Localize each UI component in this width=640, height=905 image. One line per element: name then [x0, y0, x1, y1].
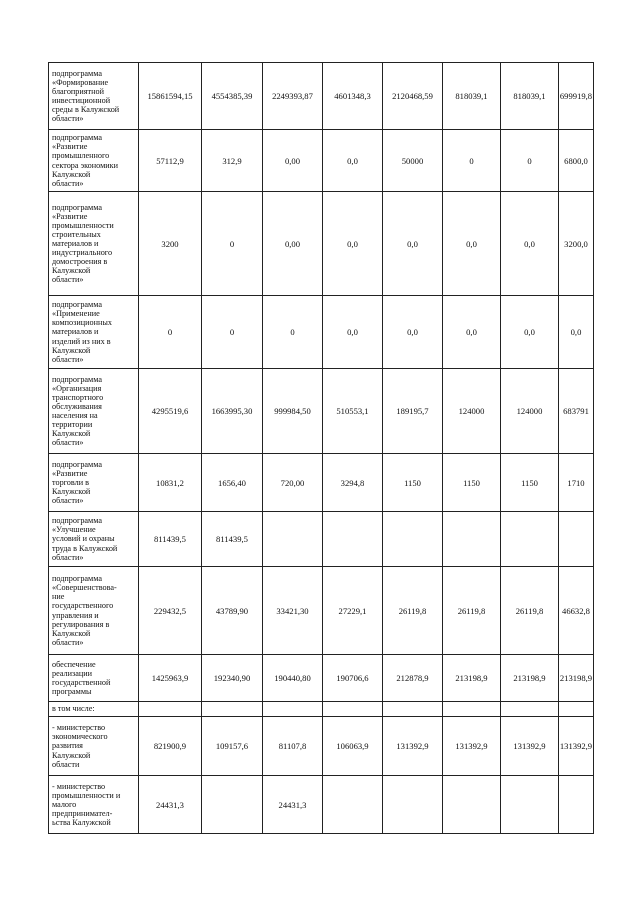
row-label-cell: [49, 512, 139, 567]
value-cell: 131392,9: [501, 717, 559, 776]
table-row: [49, 369, 594, 454]
table-row: [49, 717, 594, 776]
value-cell: 811439,5: [202, 512, 263, 567]
value-cell: 124000: [443, 369, 501, 454]
value-cell: 192340,90: [202, 655, 263, 702]
value-cell: 1150: [443, 454, 501, 512]
value-cell: 131392,9: [383, 717, 443, 776]
value-cell: 818039,1: [443, 63, 501, 130]
value-cell: 1663995,30: [202, 369, 263, 454]
value-cell: 26119,8: [501, 567, 559, 655]
table-row: [49, 296, 594, 369]
value-cell: 0,0: [323, 296, 383, 369]
value-cell: 131392,9: [443, 717, 501, 776]
value-cell: 43789,90: [202, 567, 263, 655]
table-row: [49, 63, 594, 130]
value-cell: 24431,3: [263, 776, 323, 834]
value-cell: 213198,9: [443, 655, 501, 702]
value-cell: 229432,5: [139, 567, 202, 655]
value-cell: 1150: [383, 454, 443, 512]
value-cell: 190440,80: [263, 655, 323, 702]
value-cell: 999984,50: [263, 369, 323, 454]
row-label-cell: [49, 567, 139, 655]
value-cell: 4601348,3: [323, 63, 383, 130]
value-cell: 312,9: [202, 130, 263, 192]
value-cell: 818039,1: [501, 63, 559, 130]
value-cell: 10831,2: [139, 454, 202, 512]
value-cell: 0,0: [323, 192, 383, 296]
value-cell: 0,0: [323, 130, 383, 192]
value-cell: 1656,40: [202, 454, 263, 512]
value-cell: 213198,9: [559, 655, 594, 702]
value-cell: 33421,30: [263, 567, 323, 655]
value-cell: 720,00: [263, 454, 323, 512]
value-cell: 124000: [501, 369, 559, 454]
value-cell: 3200: [139, 192, 202, 296]
value-cell: 213198,9: [501, 655, 559, 702]
row-label-cell: [49, 130, 139, 192]
value-cell: [323, 776, 383, 834]
value-cell: 26119,8: [443, 567, 501, 655]
value-cell: 0: [202, 296, 263, 369]
value-cell: 189195,7: [383, 369, 443, 454]
value-cell: 27229,1: [323, 567, 383, 655]
table-row: [49, 567, 594, 655]
value-cell: [263, 702, 323, 717]
row-label: подпрограмма «Совершенствова- ние государственного управления и регулирования в Калужской области»: [52, 574, 117, 647]
row-label: подпрограмма «Организация транспортного обслуживания населения на территории Калужской области»: [52, 374, 104, 448]
value-cell: 24431,3: [139, 776, 202, 834]
table-row: [49, 192, 594, 296]
value-cell: 0,0: [443, 296, 501, 369]
value-cell: [443, 776, 501, 834]
value-cell: 0,0: [383, 296, 443, 369]
row-label-cell: [49, 702, 139, 717]
row-label-cell: [49, 296, 139, 369]
table-row: [49, 776, 594, 834]
value-cell: 6800,0: [559, 130, 594, 192]
value-cell: 0: [139, 296, 202, 369]
value-cell: 683791: [559, 369, 594, 454]
row-label: в том числе:: [52, 704, 95, 714]
value-cell: 699919,8: [559, 63, 594, 130]
value-cell: [501, 776, 559, 834]
row-label: - министерство экономического развития Калужской области: [52, 723, 108, 769]
value-cell: [202, 776, 263, 834]
value-cell: 2249393,87: [263, 63, 323, 130]
value-cell: 0,00: [263, 192, 323, 296]
value-cell: [323, 702, 383, 717]
value-cell: 2120468,59: [383, 63, 443, 130]
value-cell: 0,0: [383, 192, 443, 296]
budget-table: [48, 62, 594, 834]
value-cell: [443, 702, 501, 717]
value-cell: 212878,9: [383, 655, 443, 702]
value-cell: 0,0: [559, 296, 594, 369]
value-cell: [383, 776, 443, 834]
value-cell: 510553,1: [323, 369, 383, 454]
value-cell: [559, 512, 594, 567]
table-row: [49, 512, 594, 567]
row-label: подпрограмма «Развитие торговли в Калужской области»: [52, 459, 103, 506]
value-cell: 3294,8: [323, 454, 383, 512]
value-cell: [202, 702, 263, 717]
value-cell: 1425963,9: [139, 655, 202, 702]
value-cell: 0,0: [501, 192, 559, 296]
value-cell: 106063,9: [323, 717, 383, 776]
row-label: подпрограмма «Развитие промышленного сектора экономики Калужской области»: [52, 133, 118, 188]
value-cell: 4554385,39: [202, 63, 263, 130]
value-cell: 0: [443, 130, 501, 192]
table-row: [49, 655, 594, 702]
value-cell: 0,0: [501, 296, 559, 369]
row-label-cell: [49, 63, 139, 130]
row-label: подпрограмма «Улучшение условий и охраны труда в Калужской области»: [52, 516, 118, 562]
value-cell: 811439,5: [139, 512, 202, 567]
value-cell: [443, 512, 501, 567]
value-cell: 1710: [559, 454, 594, 512]
row-label: - министерство промышленности и малого предпринимател- ьства Калужской: [52, 781, 121, 828]
table-body: [49, 63, 594, 834]
table-row: [49, 702, 594, 717]
table-row: [49, 130, 594, 192]
value-cell: 3200,0: [559, 192, 594, 296]
value-cell: 81107,8: [263, 717, 323, 776]
value-cell: [383, 512, 443, 567]
row-label-cell: [49, 776, 139, 834]
value-cell: 0: [263, 296, 323, 369]
value-cell: 26119,8: [383, 567, 443, 655]
value-cell: 0: [202, 192, 263, 296]
value-cell: 15861594,15: [139, 63, 202, 130]
value-cell: [383, 702, 443, 717]
value-cell: 0,00: [263, 130, 323, 192]
row-label: подпрограмма «Применение композиционных материалов и изделий из них в Калужской области»: [52, 300, 112, 364]
value-cell: 46632,8: [559, 567, 594, 655]
value-cell: 0: [501, 130, 559, 192]
row-label-cell: [49, 369, 139, 454]
value-cell: [263, 512, 323, 567]
table-row: [49, 454, 594, 512]
row-label: подпрограмма «Развитие промышленности строительных материалов и индустриального домостроения в Калужской области»: [52, 202, 114, 285]
value-cell: [139, 702, 202, 717]
value-cell: [559, 776, 594, 834]
value-cell: [501, 512, 559, 567]
value-cell: 4295519,6: [139, 369, 202, 454]
row-label-cell: [49, 655, 139, 702]
value-cell: [559, 702, 594, 717]
row-label-cell: [49, 192, 139, 296]
value-cell: 131392,9: [559, 717, 594, 776]
row-label-cell: [49, 717, 139, 776]
value-cell: [501, 702, 559, 717]
value-cell: 0,0: [443, 192, 501, 296]
value-cell: 50000: [383, 130, 443, 192]
row-label: обеспечение реализации государственной программы: [52, 659, 111, 697]
row-label: подпрограмма «Формирование благоприятной инвестиционной среды в Калужской области»: [52, 68, 120, 124]
value-cell: 821900,9: [139, 717, 202, 776]
value-cell: [323, 512, 383, 567]
value-cell: 190706,6: [323, 655, 383, 702]
row-label-cell: [49, 454, 139, 512]
value-cell: 1150: [501, 454, 559, 512]
value-cell: 57112,9: [139, 130, 202, 192]
value-cell: 109157,6: [202, 717, 263, 776]
